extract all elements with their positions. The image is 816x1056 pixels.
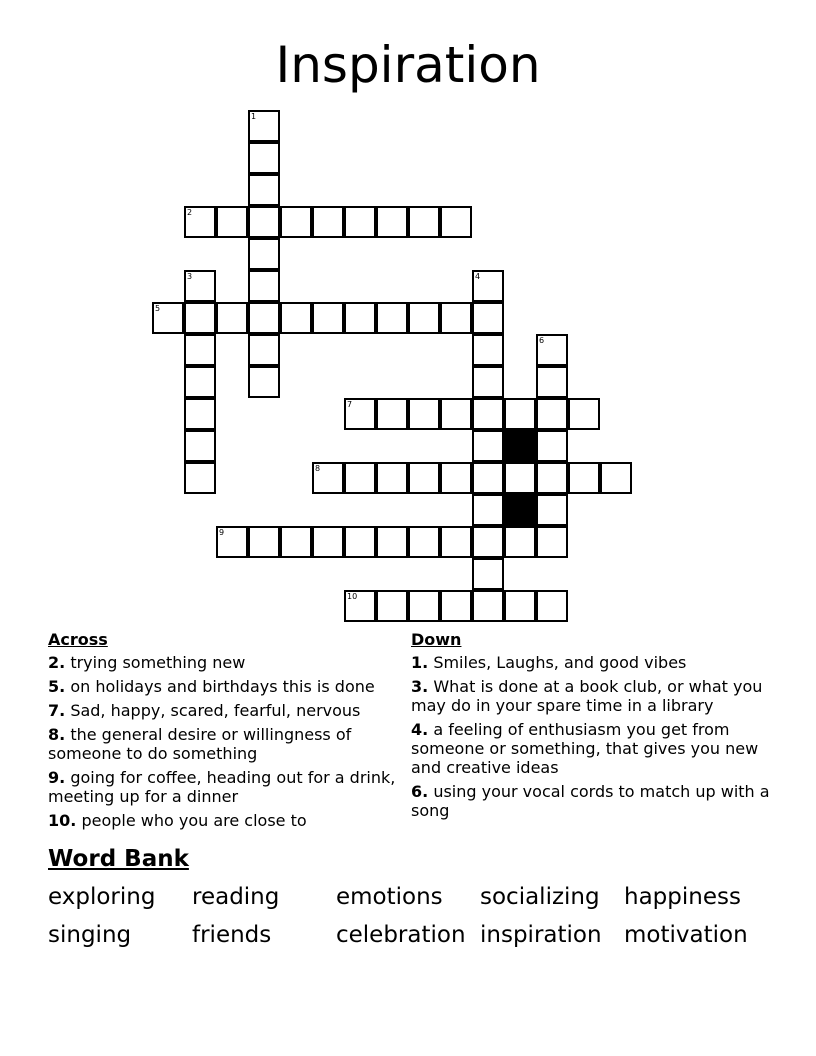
clue-text: people who you are close to [81,811,307,830]
grid-cell[interactable] [248,270,280,302]
clue-text: going for coffee, heading out for a drink, meeting up for a dinner [48,768,396,806]
grid-cell[interactable] [472,590,504,622]
word-bank-item: emotions [336,884,443,910]
clue-number: 1. [411,653,429,672]
grid-cell[interactable] [408,462,440,494]
grid-cell[interactable] [376,526,408,558]
grid-cell[interactable] [184,334,216,366]
grid-cell[interactable] [408,526,440,558]
grid-cell[interactable] [536,398,568,430]
grid-cell[interactable] [568,398,600,430]
grid-cell[interactable] [472,366,504,398]
grid-cell[interactable] [248,366,280,398]
clue-number: 4. [411,720,429,739]
grid-cell[interactable] [152,302,184,334]
word-bank-item: motivation [624,922,748,948]
word-bank-item: friends [192,922,272,948]
grid-cell[interactable] [344,590,376,622]
grid-cell[interactable] [280,302,312,334]
grid-cell[interactable] [376,398,408,430]
grid-cell[interactable] [504,462,536,494]
grid-cell[interactable] [536,462,568,494]
word-bank-item: happiness [624,884,741,910]
cell-number: 7 [347,400,353,409]
grid-cell[interactable] [376,590,408,622]
grid-cell[interactable] [280,206,312,238]
grid-cell[interactable] [248,302,280,334]
grid-cell[interactable] [504,526,536,558]
cell-number: 5 [155,304,161,313]
clue-across-7 [48,701,403,720]
grid-cell[interactable] [536,430,568,462]
grid-cell[interactable] [184,206,216,238]
grid-cell[interactable] [408,302,440,334]
grid-cell[interactable] [216,206,248,238]
clue-text: What is done at a book club, or what you may do in your spare time in a library [411,677,763,715]
clue-text: trying something new [70,653,246,672]
grid-cell[interactable] [536,590,568,622]
grid-cell[interactable] [376,302,408,334]
grid-cell[interactable] [472,398,504,430]
cell-number: 9 [219,528,225,537]
grid-cell[interactable] [472,526,504,558]
grid-cell[interactable] [280,526,312,558]
grid-cell[interactable] [184,366,216,398]
clue-text: Sad, happy, scared, fearful, nervous [70,701,361,720]
grid-cell[interactable] [248,526,280,558]
word-bank-item: exploring [48,884,156,910]
down-clues [411,630,771,825]
grid-cell[interactable] [472,430,504,462]
grid-cell[interactable] [312,526,344,558]
grid-cell[interactable] [408,590,440,622]
grid-cell[interactable] [472,494,504,526]
across-clues [48,630,403,835]
grid-cell[interactable] [184,398,216,430]
grid-cell[interactable] [248,174,280,206]
grid-cell[interactable] [376,462,408,494]
grid-block [504,430,536,462]
grid-cell[interactable] [504,590,536,622]
grid-cell[interactable] [472,334,504,366]
grid-cell[interactable] [248,142,280,174]
word-bank-item: singing [48,922,132,948]
grid-cell[interactable] [344,302,376,334]
grid-cell[interactable] [184,302,216,334]
cell-number: 4 [475,272,481,281]
cell-number: 3 [187,272,193,281]
grid-cell[interactable] [408,206,440,238]
clue-number: 2. [48,653,66,672]
grid-cell[interactable] [440,590,472,622]
grid-cell[interactable] [184,462,216,494]
clue-text: on holidays and birthdays this is done [70,677,375,696]
clue-text: a feeling of enthusiasm you get from someone or something, that gives you new and creative ideas [411,720,759,777]
grid-cell[interactable] [440,302,472,334]
grid-cell[interactable] [568,462,600,494]
grid-cell[interactable] [344,462,376,494]
clue-number: 7. [48,701,66,720]
grid-cell[interactable] [248,110,280,142]
clue-down-4 [411,720,771,777]
clue-number: 8. [48,725,66,744]
grid-cell[interactable] [312,462,344,494]
grid-cell[interactable] [248,334,280,366]
grid-cell[interactable] [344,526,376,558]
clue-across-9 [48,768,403,806]
grid-cell[interactable] [408,398,440,430]
across-heading: Across [48,630,108,649]
clue-across-2 [48,653,403,672]
word-bank-heading: Word Bank [48,846,189,872]
word-bank-item: socializing [480,884,600,910]
grid-cell[interactable] [440,206,472,238]
grid-cell[interactable] [312,206,344,238]
word-bank-list [48,882,788,950]
grid-cell[interactable] [472,558,504,590]
cell-number: 8 [315,464,321,473]
grid-cell[interactable] [440,526,472,558]
clue-text: using your vocal cords to match up with a song [411,782,770,820]
grid-cell[interactable] [440,462,472,494]
grid-cell[interactable] [440,398,472,430]
grid-cell[interactable] [344,398,376,430]
grid-cell[interactable] [536,494,568,526]
clue-down-1 [411,653,771,672]
clue-across-10 [48,811,403,830]
down-heading: Down [411,630,462,649]
word-bank-item: inspiration [480,922,602,948]
clue-number: 9. [48,768,66,787]
grid-cell[interactable] [216,302,248,334]
grid-cell[interactable] [536,526,568,558]
clue-down-6 [411,782,771,820]
grid-cell[interactable] [184,270,216,302]
clue-number: 5. [48,677,66,696]
word-bank-item: reading [192,884,280,910]
grid-cell[interactable] [248,206,280,238]
word-bank [48,844,788,950]
grid-cell[interactable] [472,270,504,302]
grid-cell[interactable] [600,462,632,494]
grid-cell[interactable] [184,430,216,462]
clue-across-8 [48,725,403,763]
clue-across-5 [48,677,403,696]
grid-cell[interactable] [344,206,376,238]
cell-number: 6 [539,336,545,345]
grid-cell[interactable] [536,334,568,366]
word-bank-item: celebration [336,922,466,948]
clue-number: 3. [411,677,429,696]
clue-text: the general desire or willingness of someone to do something [48,725,352,763]
cell-number: 2 [187,208,193,217]
clue-text: Smiles, Laughs, and good vibes [433,653,687,672]
grid-cell[interactable] [216,526,248,558]
cell-number: 1 [251,112,257,121]
grid-cell[interactable] [472,462,504,494]
grid-cell[interactable] [504,398,536,430]
clue-number: 6. [411,782,429,801]
grid-cell[interactable] [248,238,280,270]
clue-down-3 [411,677,771,715]
grid-cell[interactable] [536,366,568,398]
grid-cell[interactable] [312,302,344,334]
cell-number: 10 [347,592,358,601]
grid-cell[interactable] [472,302,504,334]
clue-number: 10. [48,811,77,830]
page-title: Inspiration [275,36,541,94]
grid-block [504,494,536,526]
grid-cell[interactable] [376,206,408,238]
